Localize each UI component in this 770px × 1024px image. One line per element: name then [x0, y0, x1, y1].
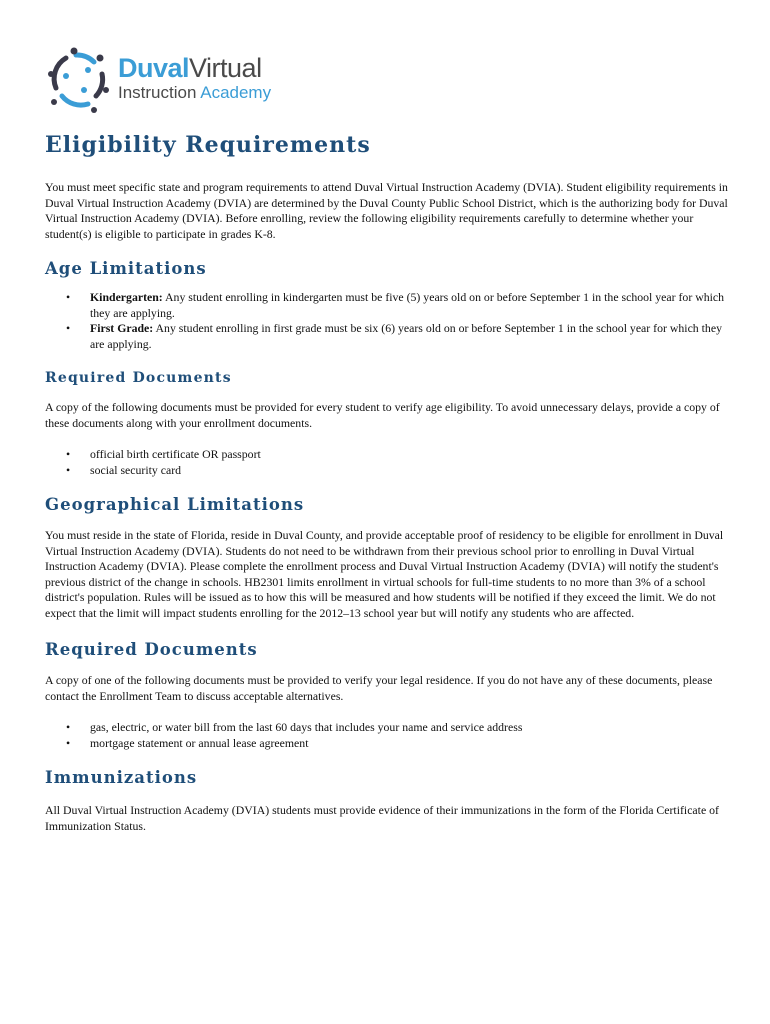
dvia-logo [44, 46, 284, 114]
residence-required-documents-heading: Required Documents [45, 640, 258, 659]
list-item-text: official birth certificate OR passport [90, 447, 261, 461]
list-item-text: gas, electric, or water bill from the last 60 days that includes your name and service address [90, 720, 523, 734]
list-item-label: First Grade: [90, 321, 154, 335]
list-item-text: social security card [90, 462, 182, 477]
page-title: Eligibility Requirements [45, 132, 371, 158]
age-required-documents-list [45, 447, 730, 478]
immunizations-heading: Immunizations [45, 768, 198, 787]
list-item: • mortgage statement or annual lease agreement [66, 735, 309, 750]
list-item: • First Grade: Any student enrolling in first grade must be six (6) years old on or before September 1 in the school year for which they are applying. [66, 321, 722, 351]
logo-word-virtual: Virtual [189, 53, 262, 83]
intro-paragraph: You must meet specific state and program requirements to attend Duval Virtual Instruction Academy (DVIA). Student eligibility requirements in Duval Virtual Instruction Academy (DVIA) are determined by the Duval County Public School District, which is the authorizing body for Duval Virtual Instruction Academy (DVIA). Before enrolling, review the following eligibility requirements carefully to determine whether your student(s) is eligible to participate in grades K-8. [45, 180, 728, 241]
list-item: • official birth certificate OR passport [66, 447, 261, 461]
immunizations-text: All Duval Virtual Instruction Academy (DVIA) students must provide evidence of their immunizations in the form of the Florida Certificate of Immunization Status. [45, 803, 719, 833]
list-item: • social security card [66, 462, 182, 477]
list-item-text: Any student enrolling in kindergarten must be five (5) years old on or before September 1 in the school year for which they are applying. [90, 290, 725, 320]
age-limitations-heading: Age Limitations [45, 259, 207, 278]
geographical-limitations-heading: Geographical Limitations [45, 495, 305, 514]
document-body [45, 130, 730, 834]
list-item-text: Any student enrolling in first grade must be six (6) years old on or before September 1 in the school year for which they are applying. [90, 321, 722, 351]
age-limitations-list [45, 290, 730, 352]
residence-required-documents-text: A copy of one of the following documents must be provided to verify your legal residence. If you do not have any of these documents, please contact the Enrollment Team to discuss acceptable alternatives. [45, 673, 713, 703]
logo-word-instruction: Instruction [118, 83, 197, 102]
logo-word-academy: Academy [200, 83, 272, 102]
dvia-logo-icon [44, 46, 112, 114]
age-required-documents-heading: Required Documents [45, 370, 232, 386]
list-item-text: mortgage statement or annual lease agreement [90, 735, 309, 750]
logo-wordmark-top [118, 54, 262, 82]
logo-wordmark-bottom [118, 84, 271, 102]
residence-required-documents-list [45, 720, 730, 751]
age-required-documents-text: A copy of the following documents must be provided for every student to verify age eligibility. To avoid unnecessary delays, provide a copy of these documents along with your enrollment documents. [45, 400, 720, 430]
logo-word-duval: Duval [118, 53, 190, 83]
list-item: • Kindergarten: Any student enrolling in kindergarten must be five (5) years old on or before September 1 in the school year for which they are applying. [66, 290, 725, 320]
list-item-label: Kindergarten: [90, 290, 163, 304]
geographical-limitations-text: You must reside in the state of Florida, reside in Duval County, and provide acceptable proof of residency to be eligible for enrollment in Duval Virtual Instruction Academy (DVIA). Students do not need to be withdrawn from their previous school prior to enrolling in Duval Virtual Instruction Academy (DVIA). Please complete the enrollment process and Duval Virtual Instruction Academy (DVIA) will notify the student's previous district of the change in schools. HB2301 limits enrollment in virtual schools for full-time students to no more than 3% of a school district's population. Rules will be issued as to how this will be measured and how students will be notified if they exceed the limit. We do not expect that the limit will impact students enrolling for the 2012–13 school year but will notify any students who are affected. [45, 528, 724, 620]
list-item: • gas, electric, or water bill from the last 60 days that includes your name and service address [66, 720, 523, 734]
